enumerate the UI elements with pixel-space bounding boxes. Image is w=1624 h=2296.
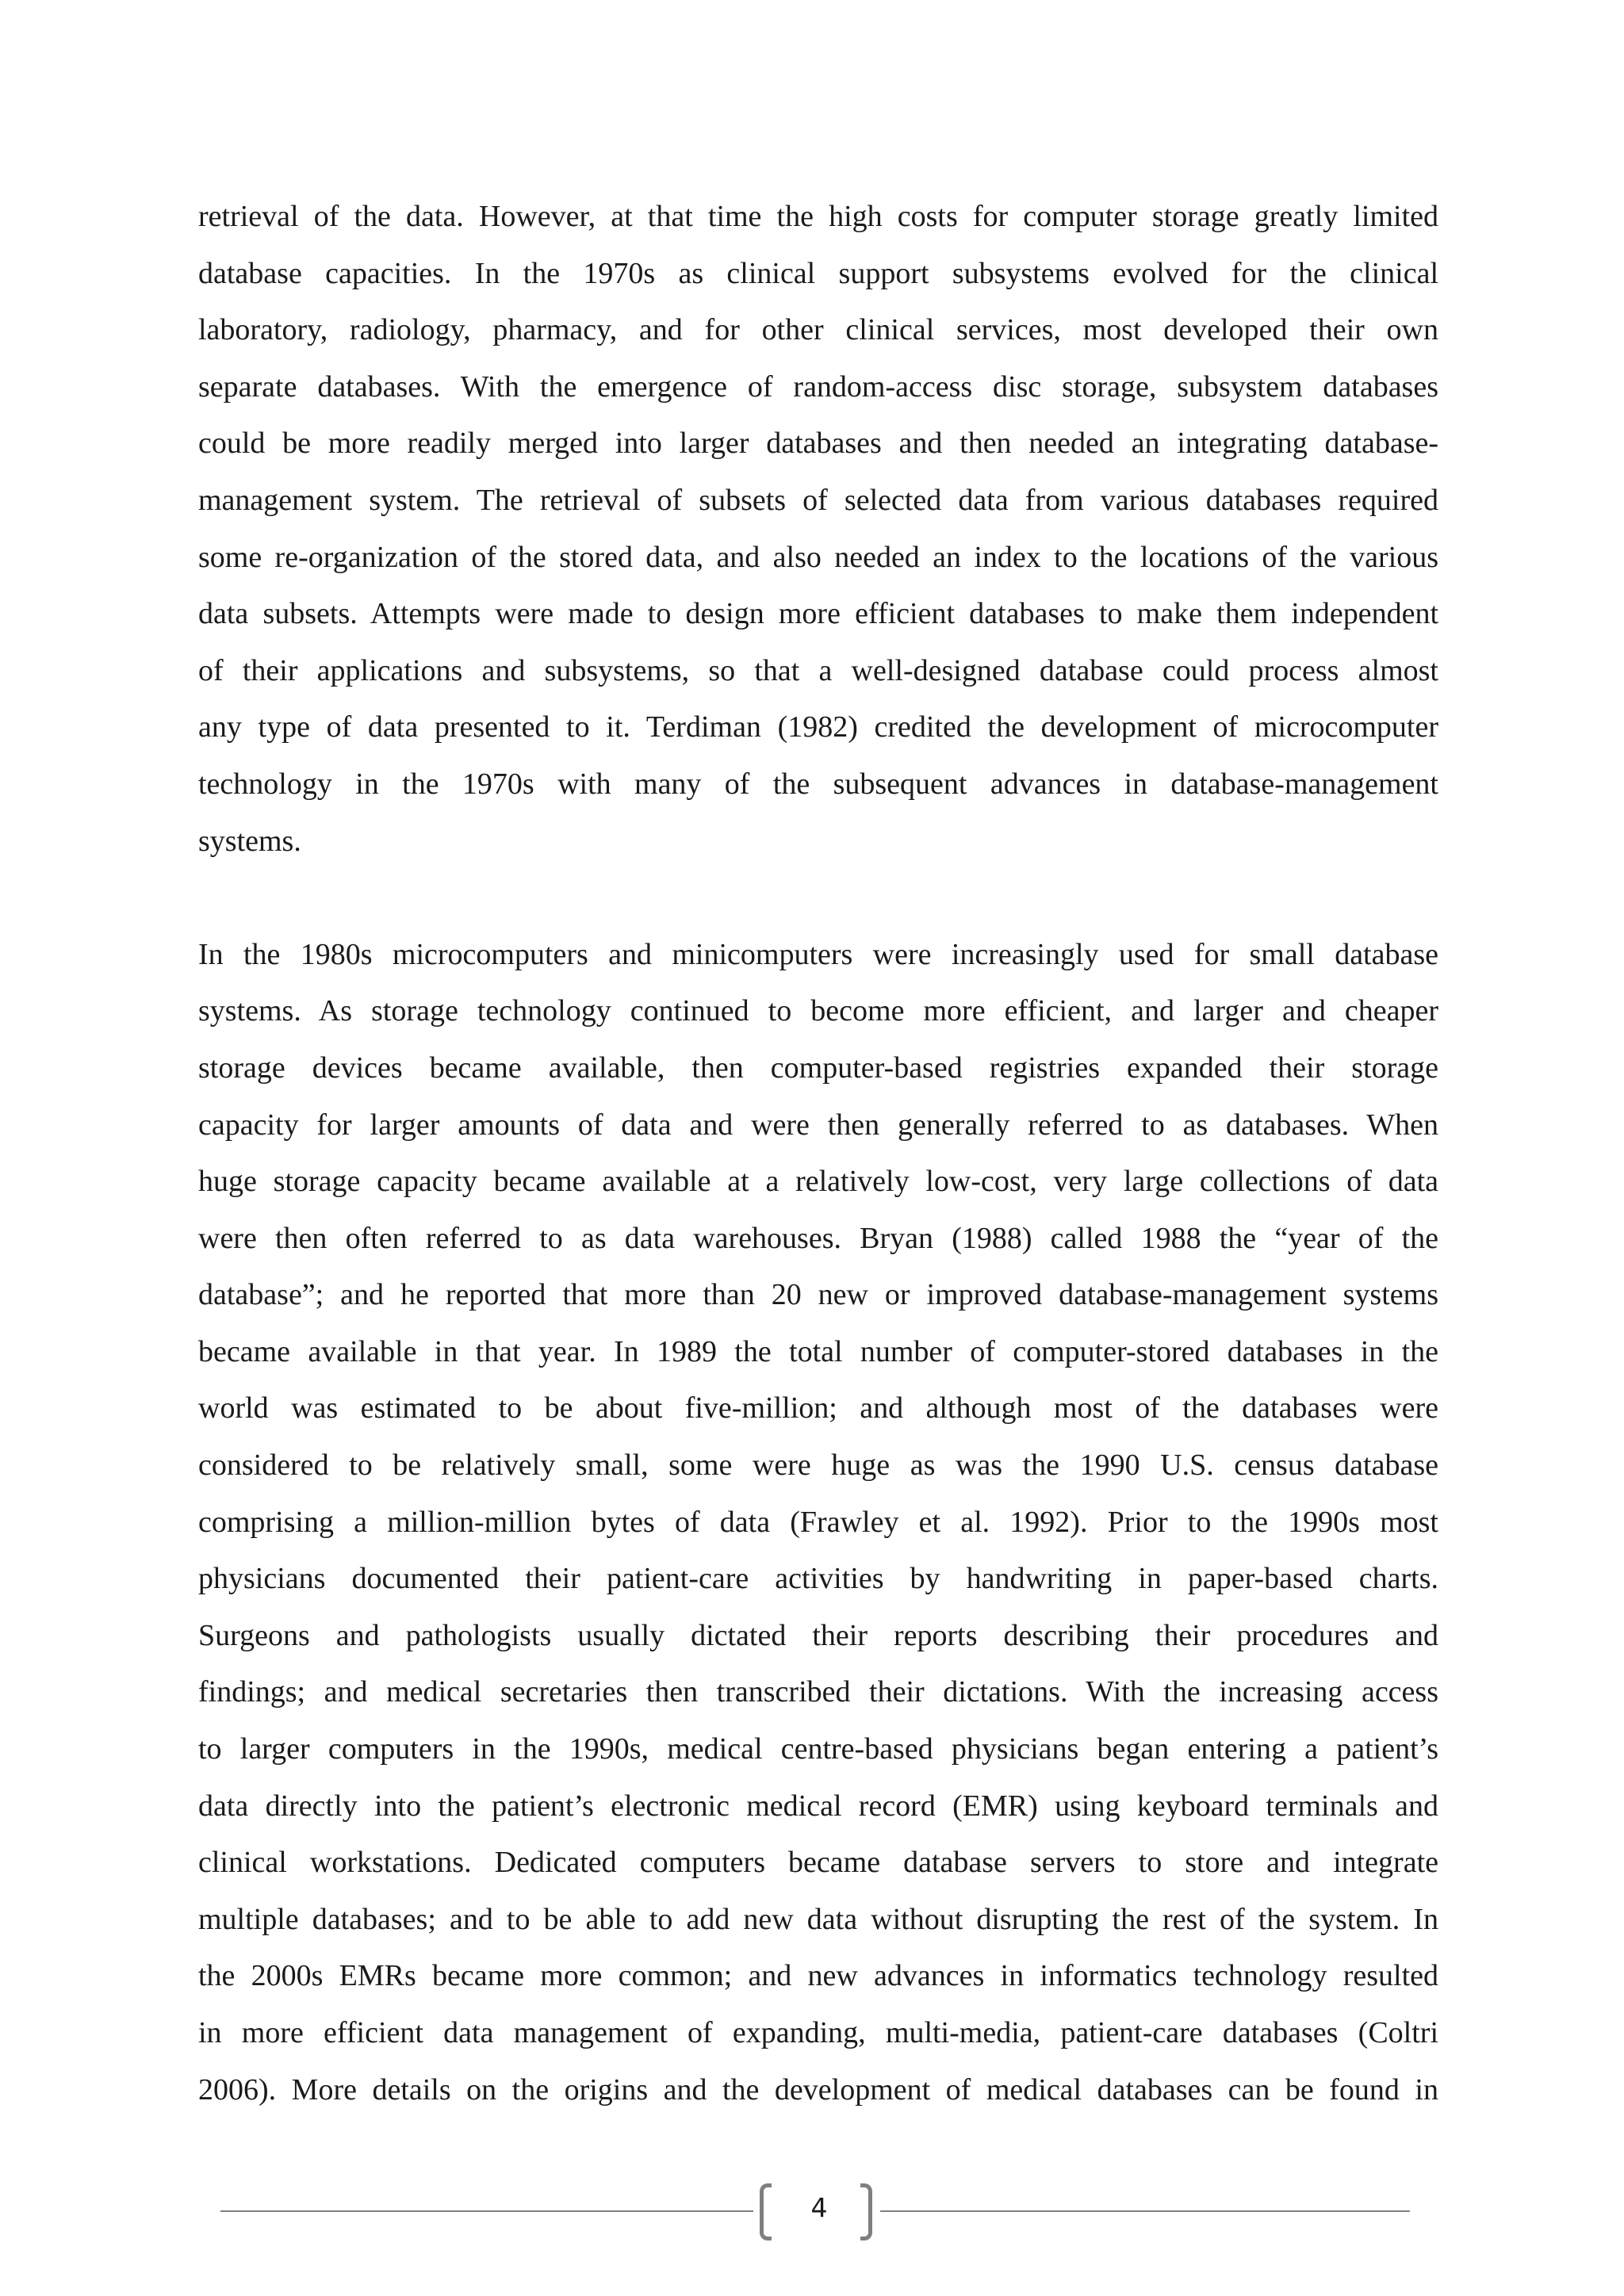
text-line: findings; and medical secretaries then transcribed their dictations. With the increasing access (198, 1675, 1438, 1709)
text-line: capacity for larger amounts of data and were then generally referred to as databases. When (198, 1108, 1438, 1142)
text-line: in more efficient data management of expanding, multi-media, patient-care databases (Coltri (198, 2016, 1438, 2049)
text-line: considered to be relatively small, some were huge as was the 1990 U.S. census database (198, 1448, 1438, 1483)
page-footer (220, 2179, 1410, 2242)
text-line: systems. As storage technology continued to become more efficient, and larger and cheaper (198, 994, 1438, 1028)
text-line: were then often referred to as data warehouses. Bryan (1988) called 1988 the “year of the (198, 1221, 1438, 1255)
text-line: systems. (198, 824, 301, 858)
text-line: technology in the 1970s with many of the subsequent advances in database-management (198, 767, 1438, 801)
text-line: multiple databases; and to be able to add new data without disrupting the rest of the system. In (198, 1902, 1438, 1936)
right-bracket-icon (860, 2183, 872, 2241)
footer-rule-left (220, 2210, 753, 2212)
text-line: some re-organization of the stored data, and also needed an index to the locations of the various (198, 540, 1438, 574)
text-line: could be more readily merged into larger databases and then needed an integrating database- (198, 427, 1438, 461)
text-line: database”; and he reported that more than 20 new or improved database-management systems (198, 1278, 1438, 1312)
footer-rule-right (880, 2210, 1410, 2212)
text-line: to larger computers in the 1990s, medical centre-based physicians began entering a patient’s (198, 1732, 1438, 1766)
paragraph-2 (198, 927, 1438, 2118)
text-line: data directly into the patient’s electronic medical record (EMR) using keyboard terminals and (198, 1789, 1438, 1823)
text-line: of their applications and subsystems, so that a well-designed database could process almost (198, 653, 1438, 687)
text-line: comprising a million-million bytes of data (Frawley et al. 1992). Prior to the 1990s most (198, 1505, 1438, 1539)
left-bracket-icon (760, 2183, 772, 2241)
text-line: management system. The retrieval of subsets of selected data from various databases required (198, 483, 1438, 517)
text-line: any type of data presented to it. Terdiman (1982) credited the development of microcomputer (198, 710, 1438, 744)
paragraph-spacer (198, 870, 1438, 927)
text-line: data subsets. Attempts were made to design more efficient databases to make them independent (198, 597, 1438, 631)
page-number: 4 (810, 2192, 828, 2223)
text-line: the 2000s EMRs became more common; and new advances in informatics technology resulted (198, 1959, 1438, 1993)
text-line: storage devices became available, then computer-based registries expanded their storage (198, 1050, 1438, 1085)
paragraph-1 (198, 189, 1438, 870)
text-line: In the 1980s microcomputers and minicomputers were increasingly used for small database (198, 937, 1438, 971)
text-line: separate databases. With the emergence of random-access disc storage, subsystem databases (198, 369, 1438, 404)
text-line: 2006). More details on the origins and the development of medical databases can be found in (198, 2072, 1438, 2107)
text-line: world was estimated to be about five-million; and although most of the databases were (198, 1391, 1438, 1425)
text-line: clinical workstations. Dedicated computers became database servers to store and integrate (198, 1846, 1438, 1880)
text-line: physicians documented their patient-care activities by handwriting in paper-based charts. (198, 1562, 1438, 1596)
text-line: huge storage capacity became available at a relatively low-cost, very large collections of data (198, 1165, 1438, 1199)
text-line: Surgeons and pathologists usually dictated their reports describing their procedures and (198, 1618, 1438, 1652)
text-line: retrieval of the data. However, at that time the high costs for computer storage greatly limited (198, 200, 1438, 233)
text-line: laboratory, radiology, pharmacy, and for other clinical services, most developed their own (198, 313, 1438, 347)
body-text (198, 189, 1438, 2118)
text-line: database capacities. In the 1970s as clinical support subsystems evolved for the clinical (198, 256, 1438, 290)
text-line: became available in that year. In 1989 the total number of computer-stored databases in the (198, 1334, 1438, 1368)
